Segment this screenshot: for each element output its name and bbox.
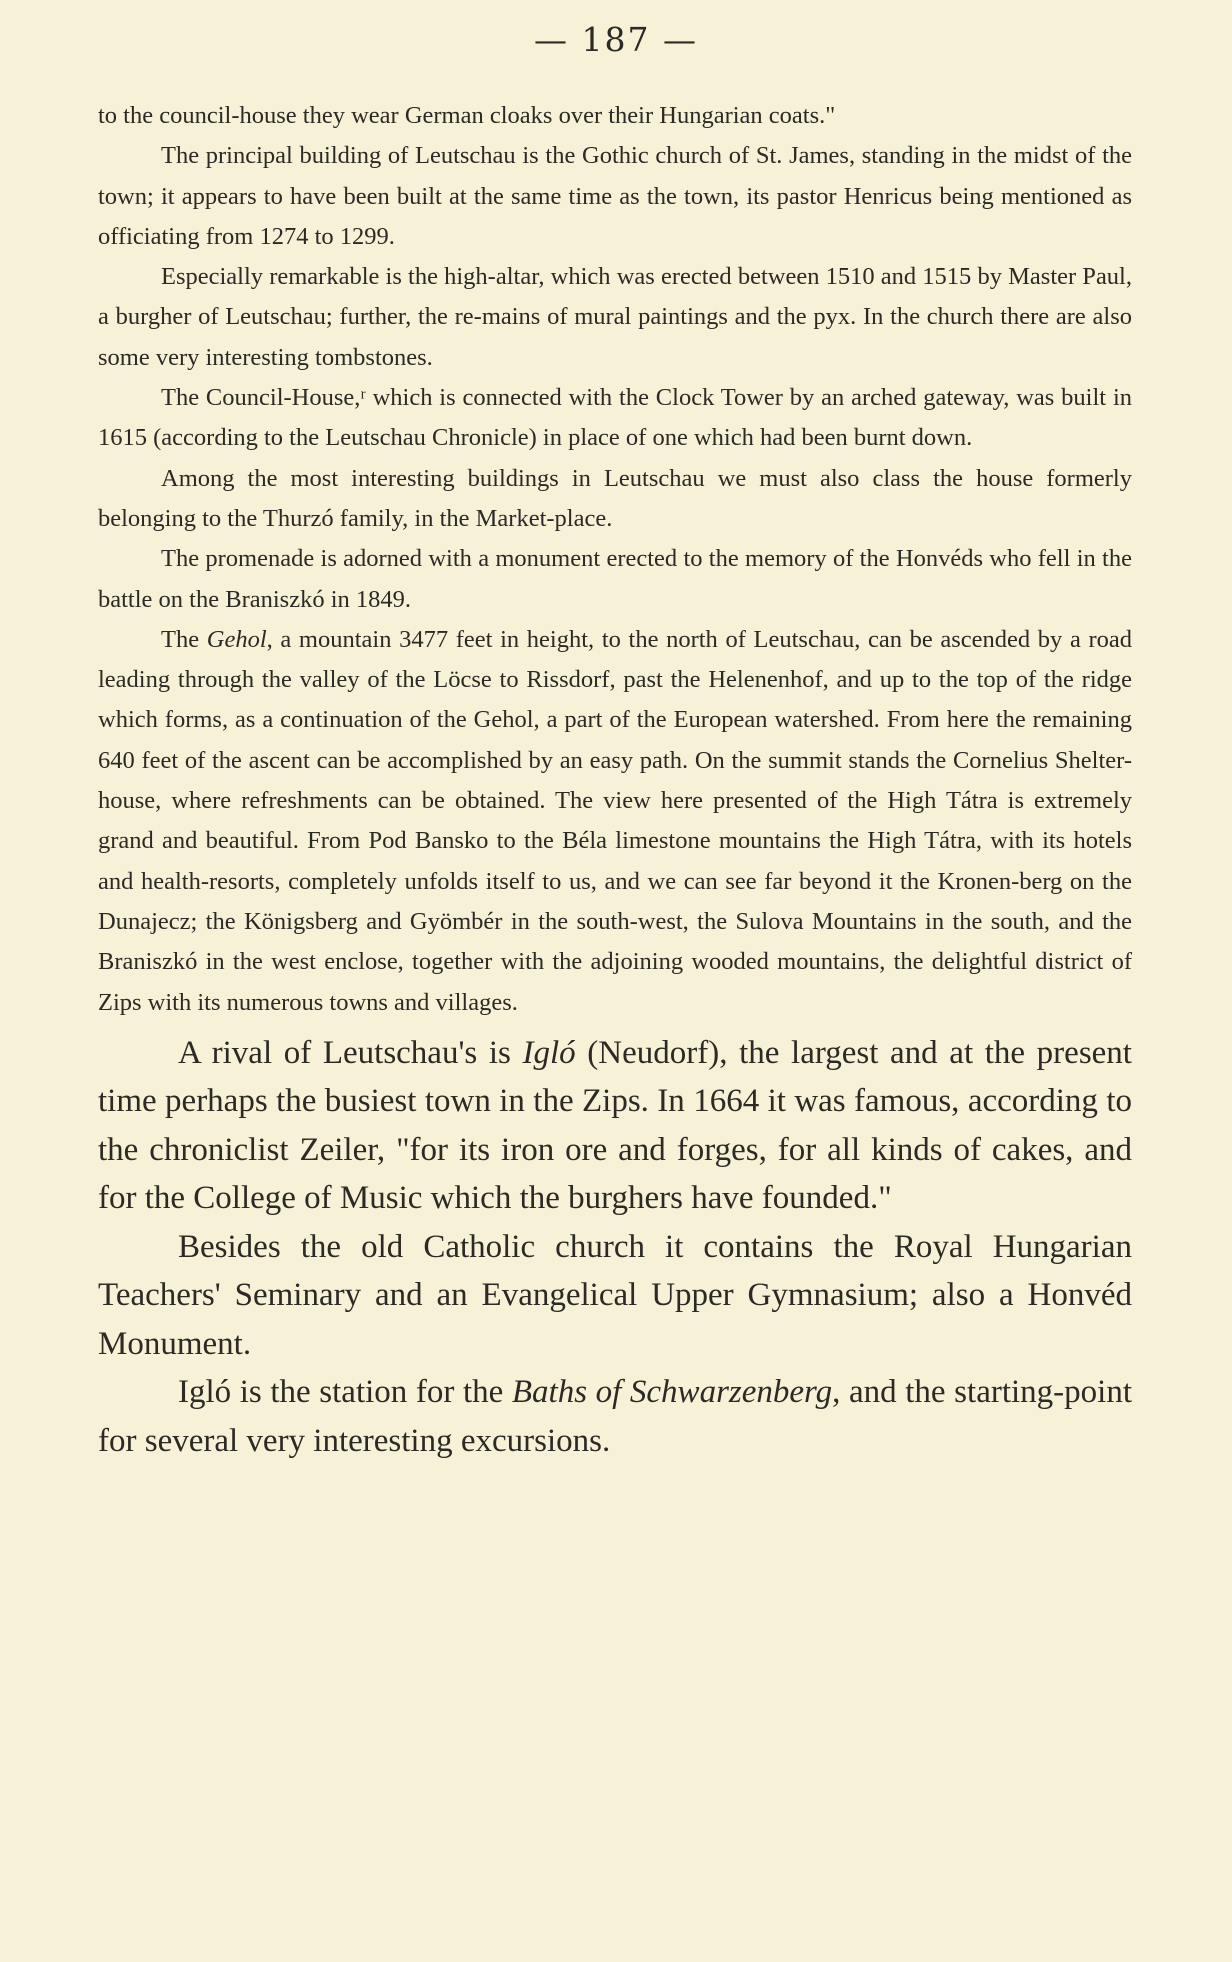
paragraph-thurzo-house: Among the most interesting buildings in Leutschau we must also class the house formerly belonging to the Thurzó family, in the Market-place. <box>98 464 1132 532</box>
gehol-italic: Gehol <box>206 625 267 653</box>
paragraph-station <box>98 1368 1132 1465</box>
paragraph-council-house: The Council-House,ʳ which is connected with the Clock Tower by an arched gateway, was built in 1615 (according to the Leutschau Chronicle) in place of one which had been burnt down. <box>98 384 1132 452</box>
page-number: — 187 — <box>534 20 698 59</box>
gehol-lead: The <box>161 625 207 653</box>
paragraph-gehol <box>98 620 1132 1023</box>
page-body <box>98 96 1132 1465</box>
paragraph-besides: Besides the old Catholic church it contains the Royal Hungarian Teachers' Seminary and an Evangelical Upper Gymnasium; also a Honvéd Monument. <box>98 1228 1132 1362</box>
paragraph-council-cloaks: to the council-house they wear German cloaks over their Hungarian coats." <box>98 102 836 129</box>
paragraph-st-james-church: The principal building of Leutschau is the Gothic church of St. James, standing in the midst of the town; it appears to have been built at the same time as the town, its pastor Henricus being mentioned as officiating from 1274 to 1299. <box>98 142 1132 250</box>
iglo-lead: A rival of Leutschau's is <box>178 1034 523 1071</box>
station-italic: Baths of Schwarzenberg <box>511 1374 833 1411</box>
station-rest: , and the starting-point for several very interesting excursions. <box>98 1374 1132 1459</box>
station-lead: Igló is the station for the <box>178 1374 512 1411</box>
paragraph-high-altar: Especially remarkable is the high-altar, which was erected between 1510 and 1515 by Master Paul, a burgher of Leutschau; further, the re-mains of mural paintings and the pyx. In the church there are also some very interesting tombstones. <box>98 263 1132 371</box>
gehol-rest: , a mountain 3477 feet in height, to the north of Leutschau, can be ascended by a road leading through the valley of the Löcse to Rissdorf, past the Helenenhof, and up to the top of the ridge which forms, as a continuation of the Gehol, a part of the European watershed. From here the remaining 640 feet of the ascent can be accomplished by an easy path. On the summit stands the Cornelius Shelter-house, where refreshments can be obtained. The view here presented of the High Tátra is extremely grand and beautiful. From Pod Bansko to the Béla limestone mountains the High Tátra, with its hotels and health-resorts, completely unfolds itself to us, and we can see far beyond it the Kronen-berg on the Dunajecz; the Königsberg and Gyömbér in the south-west, the Sulova Mountains in the south, and the Braniszkó in the west enclose, together with the adjoining wooded mountains, the delightful district of Zips with its numerous towns and villages. <box>98 625 1132 1016</box>
paragraph-iglo <box>98 1029 1132 1223</box>
iglo-rest: (Neudorf), the largest and at the present time perhaps the busiest town in the Zips. In 1664 it was famous, according to the chroniclist Zeiler, "for its iron ore and forges, for all kinds of cakes, and for the College of Music which the burghers have founded." <box>98 1034 1132 1217</box>
paragraph-promenade-monument: The promenade is adorned with a monument erected to the memory of the Honvéds who fell in the battle on the Braniszkó in 1849. <box>98 545 1132 613</box>
iglo-italic: Igló <box>522 1034 576 1071</box>
